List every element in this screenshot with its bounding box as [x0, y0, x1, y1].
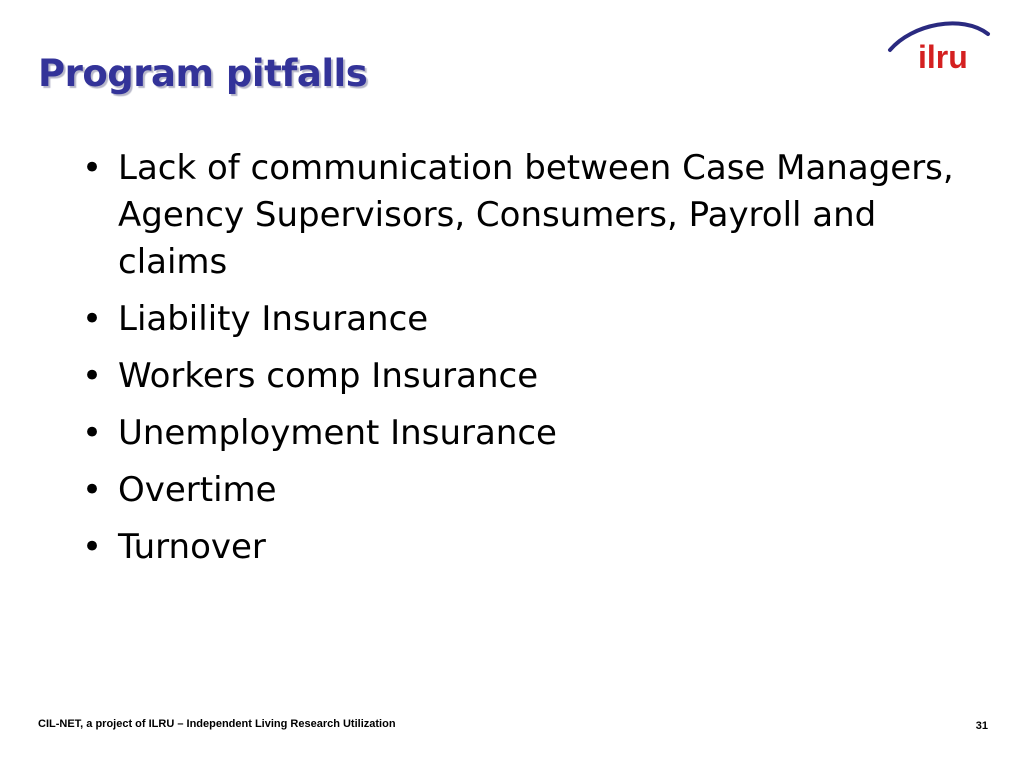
footer-text: CIL-NET, a project of ILRU – Independent Living Research Utilization: [38, 718, 396, 730]
bullet-dot-icon: •: [82, 356, 103, 396]
bullet-item: [82, 353, 982, 400]
bullet-dot-icon: •: [82, 527, 103, 567]
bullet-item: [82, 296, 982, 343]
bullet-dot-icon: •: [82, 148, 103, 188]
bullet-text: Workers comp Insurance: [118, 356, 539, 396]
bullet-text: Lack of communication between Case Managers, Agency Supervisors, Consumers, Payroll and claims: [118, 148, 954, 282]
bullet-text: Overtime: [118, 470, 277, 510]
bullet-list: [82, 145, 982, 581]
bullet-item: [82, 467, 982, 514]
bullet-text: Turnover: [118, 527, 266, 567]
bullet-item: [82, 410, 982, 457]
bullet-dot-icon: •: [82, 413, 103, 453]
logo-text: ilru: [918, 39, 968, 74]
bullet-text: Unemployment Insurance: [118, 413, 557, 453]
bullet-item: [82, 524, 982, 571]
bullet-dot-icon: •: [82, 470, 103, 510]
bullet-text: Liability Insurance: [118, 299, 429, 339]
ilru-logo-icon: [884, 16, 996, 74]
bullet-dot-icon: •: [82, 299, 103, 339]
slide-title: Program pitfalls: [38, 52, 368, 95]
bullet-item: [82, 145, 982, 286]
page-number: 31: [975, 720, 988, 732]
